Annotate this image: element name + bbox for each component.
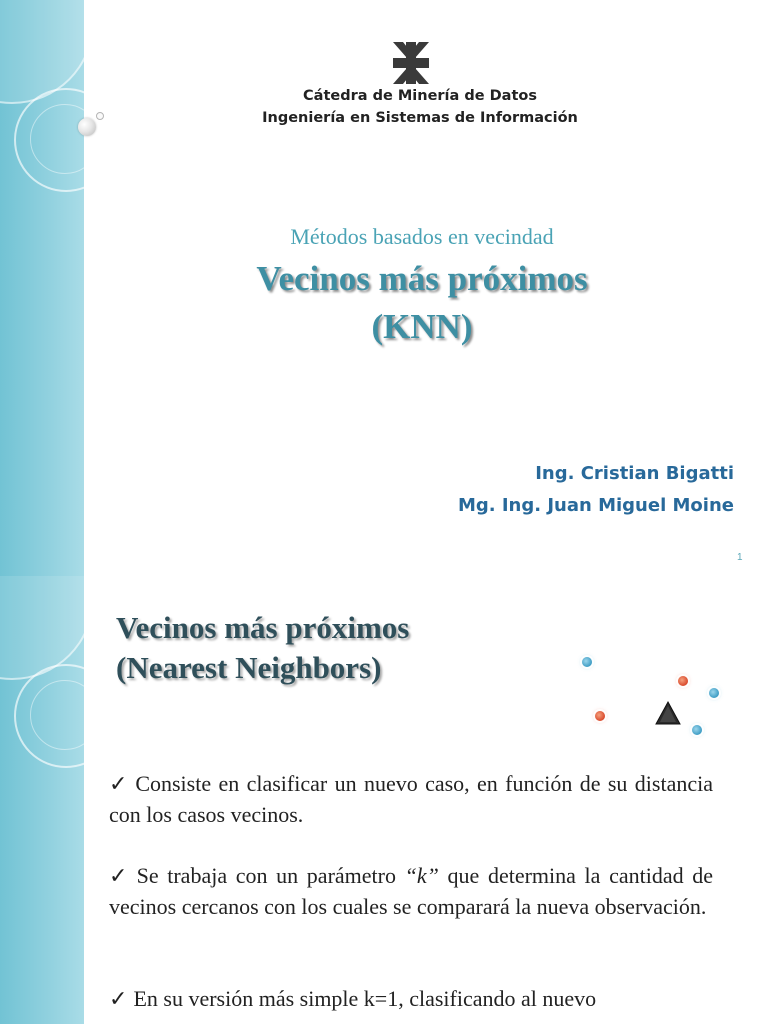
red-point — [678, 676, 688, 686]
bullet-3 — [109, 983, 713, 1014]
slide-title-line-2: (Nearest Neighbors) — [116, 650, 382, 685]
bullet-1 — [109, 768, 713, 830]
bullet-text: Consiste en clasificar un nuevo caso, en función de su distancia con los casos vecinos. — [109, 771, 713, 827]
decorative-side-band — [0, 576, 84, 1024]
query-triangle-icon — [654, 700, 682, 728]
author-2: Mg. Ing. Juan Miguel Moine — [457, 495, 734, 516]
bullet-text: que determina la cantidad de vecinos cercanos con los cuales se comparará la nueva observación. — [109, 863, 714, 919]
author-1: Ing. Cristian Bigatti — [535, 463, 734, 484]
slide-title — [116, 608, 516, 688]
slide-title-line-2: (KNN) — [371, 307, 473, 346]
red-point — [595, 711, 605, 721]
blue-point — [709, 688, 719, 698]
bullet-text: En su versión más simple k=1, clasificando al nuevo — [133, 986, 597, 1011]
blue-point — [582, 657, 592, 667]
slide-title-line-1: Vecinos más próximos — [116, 610, 410, 645]
blue-point — [692, 725, 702, 735]
check-icon: ✓ — [109, 863, 131, 888]
content-slide — [0, 576, 768, 1024]
bullet-text: Se trabaja con un parámetro — [136, 863, 405, 888]
slide-title-line-1: Vecinos más próximos — [256, 259, 588, 298]
institution-line-2: Ingeniería en Sistemas de Información — [262, 110, 578, 126]
page-number: 1 — [737, 552, 743, 563]
utn-logo-icon — [393, 42, 429, 84]
institution-line-1: Cátedra de Minería de Datos — [303, 88, 537, 104]
slide-subtitle: Métodos basados en vecindad — [290, 224, 554, 249]
decorative-side-band — [0, 0, 84, 576]
bullet-2 — [109, 860, 713, 922]
check-icon: ✓ — [109, 986, 128, 1011]
check-icon: ✓ — [109, 771, 130, 796]
bullet-emphasis: “k” — [404, 863, 439, 888]
